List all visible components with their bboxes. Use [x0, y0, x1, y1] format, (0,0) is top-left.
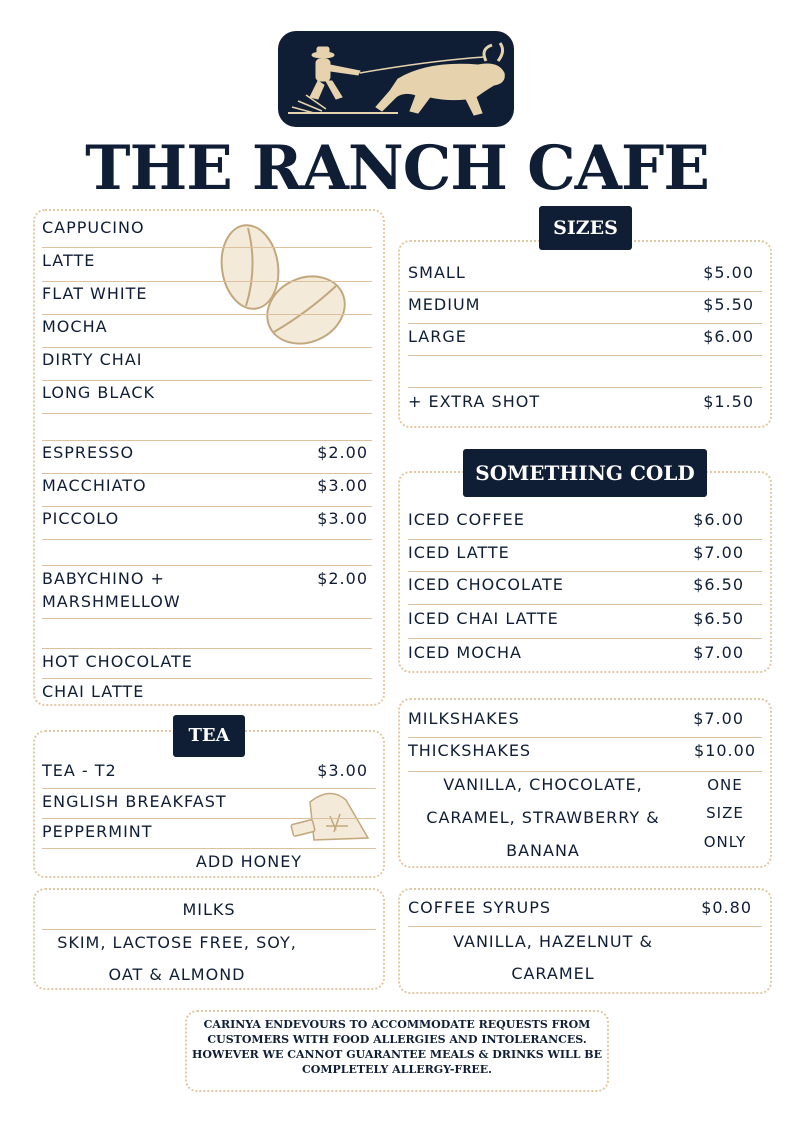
divider	[408, 771, 762, 772]
divider	[42, 848, 376, 849]
size-medium: MEDIUM	[408, 295, 481, 314]
divider	[408, 323, 762, 324]
syrups-line1: VANILLA, HAZELNUT &	[453, 932, 653, 951]
size-small: SMALL	[408, 263, 466, 282]
ranch-logo-icon	[278, 31, 514, 127]
divider	[42, 929, 376, 930]
divider	[42, 473, 372, 474]
tea-english-breakfast: ENGLISH BREAKFAST	[42, 792, 227, 811]
divider	[42, 314, 372, 315]
cold-iced-chocolate: ICED CHOCOLATE	[408, 575, 564, 594]
shake-flavours-line3: BANANA	[506, 841, 580, 860]
allergy-note-line3: HOWEVER WE CANNOT GUARANTEE MEALS & DRINKS WILL BE	[192, 1048, 602, 1061]
cold-iced-coffee: ICED COFFEE	[408, 510, 525, 529]
divider	[42, 413, 372, 414]
size-note-3: ONLY	[703, 833, 747, 851]
divider	[42, 347, 372, 348]
milkshakes: MILKSHAKES	[408, 709, 520, 728]
extra-shot: + EXTRA SHOT	[408, 392, 541, 411]
divider	[42, 565, 372, 566]
price-babychino: $2.00	[317, 569, 368, 588]
menu-item-long-black: LONG BLACK	[42, 383, 155, 402]
milks-line2: OAT & ALMOND	[108, 965, 246, 984]
menu-item-mocha: MOCHA	[42, 317, 108, 336]
price-iced-latte: $7.00	[693, 543, 744, 562]
price-iced-chocolate: $6.50	[693, 575, 744, 594]
divider	[408, 387, 762, 388]
shake-flavours-line1: VANILLA, CHOCOLATE,	[443, 775, 643, 794]
thickshakes: THICKSHAKES	[408, 741, 532, 760]
divider	[42, 648, 372, 649]
cold-iced-latte: ICED LATTE	[408, 543, 510, 562]
price-tea-t2: $3.00	[317, 761, 368, 780]
price-medium: $5.50	[703, 295, 754, 314]
menu-item-piccolo: PICCOLO	[42, 509, 120, 528]
price-small: $5.00	[703, 263, 754, 282]
divider	[42, 618, 372, 619]
tea-bag-icon	[290, 786, 370, 842]
price-espresso: $2.00	[317, 443, 368, 462]
syrups-line2: CARAMEL	[511, 964, 595, 983]
menu-item-flat-white: FLAT WHITE	[42, 284, 148, 303]
divider	[42, 818, 376, 819]
tea-heading: TEA	[173, 715, 245, 757]
coffee-syrups: COFFEE SYRUPS	[408, 898, 552, 917]
size-large: LARGE	[408, 327, 467, 346]
menu-item-espresso: ESPRESSO	[42, 443, 135, 462]
divider	[42, 506, 372, 507]
menu-item-hot-chocolate: HOT CHOCOLATE	[42, 652, 193, 671]
divider	[42, 247, 372, 248]
price-iced-chai-latte: $6.50	[693, 609, 744, 628]
size-note-1: ONE	[707, 776, 743, 794]
allergy-note-line2: CUSTOMERS WITH FOOD ALLERGIES AND INTOLERANCES.	[207, 1033, 587, 1046]
divider	[42, 539, 372, 540]
shake-flavours-line2: CARAMEL, STRAWBERRY &	[426, 808, 660, 827]
price-piccolo: $3.00	[317, 509, 368, 528]
cold-iced-chai-latte: ICED CHAI LATTE	[408, 609, 559, 628]
menu-item-dirty-chai: DIRTY CHAI	[42, 350, 143, 369]
divider	[408, 737, 762, 738]
size-note-2: SIZE	[706, 804, 744, 822]
sizes-heading: SIZES	[539, 206, 632, 250]
coffee-beans-icon	[218, 222, 348, 352]
divider	[408, 926, 762, 927]
tea-peppermint: PEPPERMINT	[42, 822, 153, 841]
page-title: THE RANCH CAFE	[85, 133, 709, 204]
allergy-note-line4: COMPLETELY ALLERGY-FREE.	[302, 1063, 492, 1076]
divider	[408, 638, 762, 639]
price-coffee-syrups: $0.80	[701, 898, 752, 917]
divider	[42, 380, 372, 381]
allergy-note-line1: CARINYA ENDEVOURS TO ACCOMMODATE REQUESTS FROM	[203, 1018, 591, 1031]
menu-item-macchiato: MACCHIATO	[42, 476, 147, 495]
milks-title: MILKS	[182, 900, 236, 919]
cold-heading: SOMETHING COLD	[463, 449, 707, 497]
divider	[42, 281, 372, 282]
divider	[408, 291, 762, 292]
tea-add-honey: ADD HONEY	[195, 852, 303, 871]
menu-item-chai-latte: CHAI LATTE	[42, 682, 145, 701]
menu-item-babychino-line2: MARSHMELLOW	[42, 592, 181, 611]
milks-line1: SKIM, LACTOSE FREE, SOY,	[57, 933, 297, 952]
menu-item-babychino: BABYCHINO +	[42, 569, 165, 588]
price-large: $6.00	[703, 327, 754, 346]
divider	[408, 355, 762, 356]
price-milkshakes: $7.00	[693, 709, 744, 728]
price-iced-coffee: $6.00	[693, 510, 744, 529]
price-iced-mocha: $7.00	[693, 643, 744, 662]
menu-item-latte: LATTE	[42, 251, 96, 270]
price-extra-shot: $1.50	[703, 392, 754, 411]
menu-item-cappucino: CAPPUCINO	[42, 218, 145, 237]
divider	[42, 678, 372, 679]
price-macchiato: $3.00	[317, 476, 368, 495]
divider	[408, 539, 762, 540]
divider	[42, 440, 372, 441]
price-thickshakes: $10.00	[694, 741, 756, 760]
divider	[42, 788, 376, 789]
divider	[408, 604, 762, 605]
tea-t2: TEA - T2	[42, 761, 117, 780]
cold-iced-mocha: ICED MOCHA	[408, 643, 522, 662]
divider	[408, 571, 762, 572]
